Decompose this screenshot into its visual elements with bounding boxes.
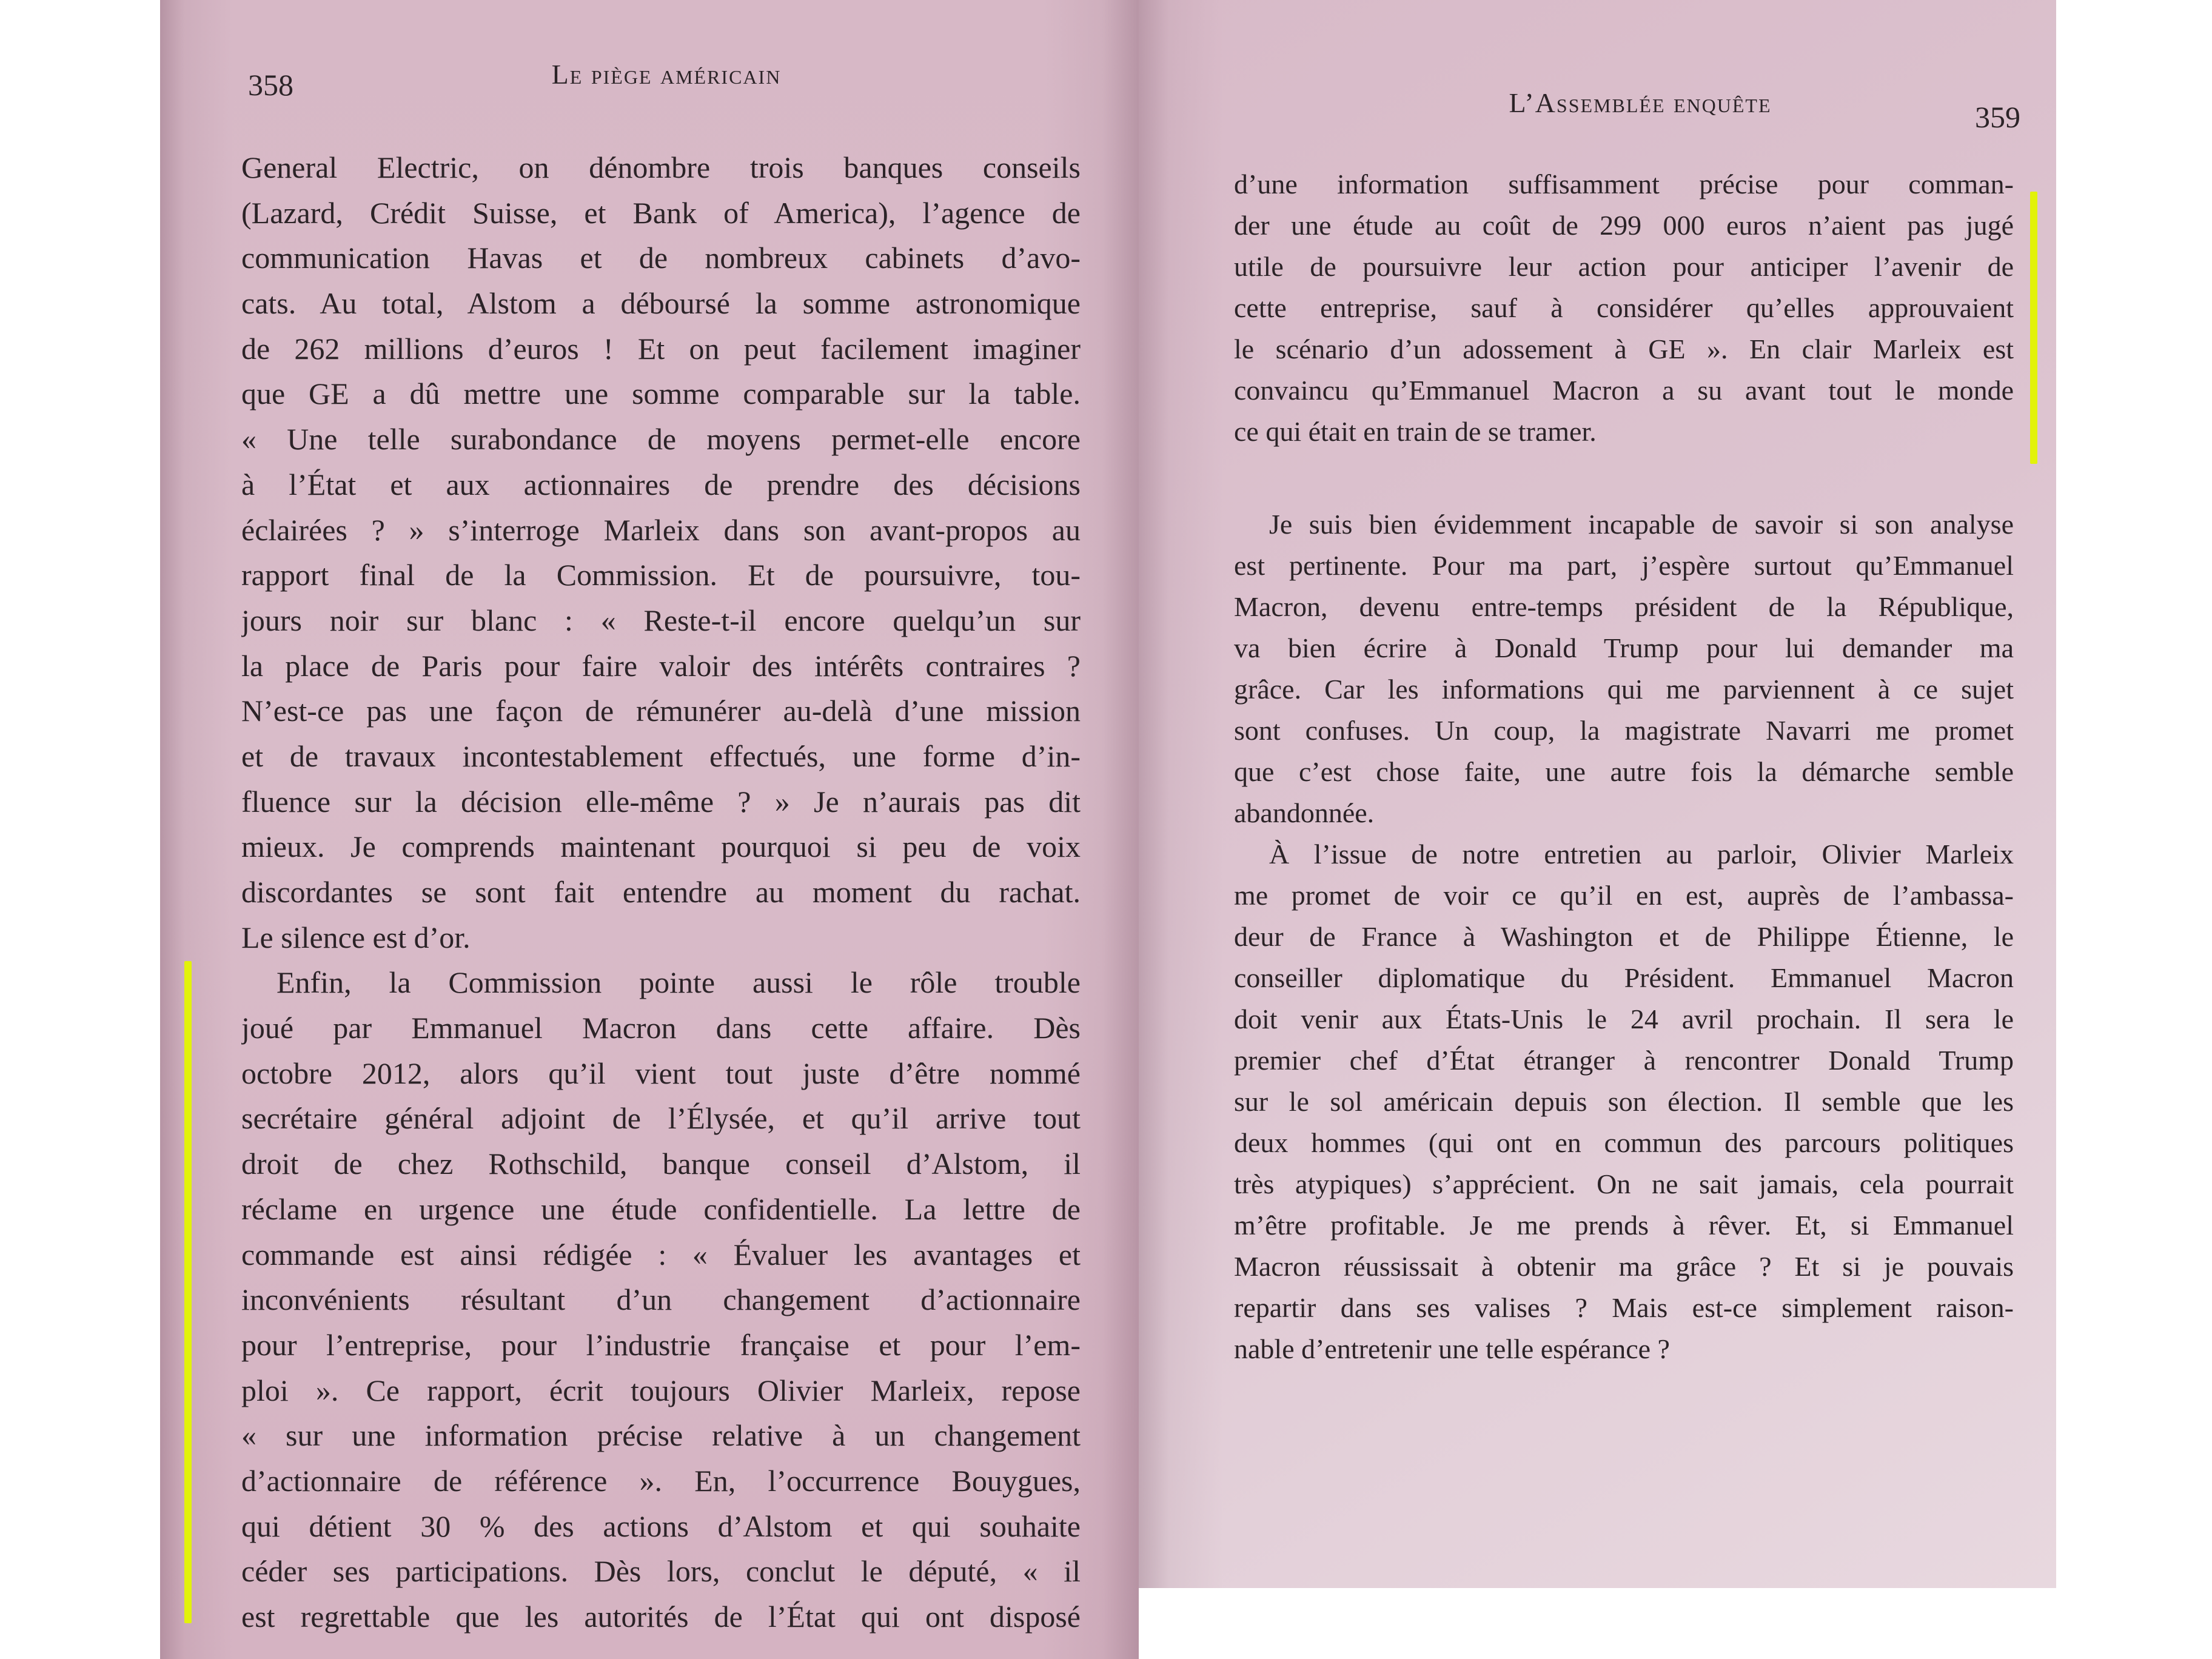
highlight-bar (184, 961, 192, 1623)
text-line: abandonnée. (1234, 797, 1375, 828)
text-line: doit venir aux États-Unis le 24 avril prochain. Il sera le (1234, 1004, 2014, 1034)
text-line: À l’issue de notre entretien au parloir, Olivier Marleix (1269, 839, 2014, 870)
right-page (1139, 0, 2056, 1588)
text-line: « Une telle surabondance de moyens permet-elle encore (241, 422, 1081, 457)
text-line: inconvénients résultant d’un changement d’actionnaire (241, 1282, 1081, 1317)
text-line: secrétaire général adjoint de l’Élysée, et qu’il arrive tout (241, 1101, 1081, 1136)
text-line: Macron réussissait à obtenir ma grâce ? Et si je pouvais (1234, 1251, 2014, 1282)
text-line: ploi ». Ce rapport, écrit toujours Olivier Marleix, repose (241, 1373, 1081, 1407)
text-line: deux hommes (qui ont en commun des parcours politiques (1234, 1127, 2014, 1158)
text-line: N’est-ce pas une façon de rémunérer au-delà d’une mission (241, 694, 1081, 728)
text-line: joué par Emmanuel Macron dans cette affaire. Dès (241, 1011, 1081, 1045)
running-head: L’Assemblée enquête (1509, 87, 1772, 118)
text-line: General Electric, on dénombre trois banques conseils (241, 150, 1081, 184)
text-line: Enfin, la Commission pointe aussi le rôle trouble (276, 965, 1081, 1000)
text-line: est regrettable que les autorités de l’État qui ont disposé (241, 1600, 1081, 1634)
text-line: éclairées ? » s’interroge Marleix dans son avant-propos au (241, 512, 1081, 547)
text-line: sur le sol américain depuis son élection. Il semble que les (1234, 1086, 2014, 1117)
text-line: convaincu qu’Emmanuel Macron a su avant tout le monde (1234, 375, 2014, 406)
text-line: rapport final de la Commission. Et de poursuivre, tou- (241, 558, 1081, 592)
text-line: mieux. Je comprends maintenant pourquoi si peu de voix (241, 830, 1081, 864)
text-line: Je suis bien évidemment incapable de savoir si son analyse (1269, 509, 2014, 540)
text-line: est pertinente. Pour ma part, j’espère surtout qu’Emmanuel (1234, 550, 2014, 581)
text-line: premier chef d’État étranger à rencontrer Donald Trump (1234, 1045, 2014, 1076)
text-line: et de travaux incontestablement effectués, une forme d’in- (241, 739, 1081, 773)
text-line: utile de poursuivre leur action pour anticiper l’avenir de (1234, 251, 2014, 282)
text-line: cats. Au total, Alstom a déboursé la somme astronomique (241, 286, 1081, 321)
text-line: que c’est chose faite, une autre fois la démarche semble (1234, 756, 2014, 787)
text-line: repartir dans ses valises ? Mais est-ce simplement raison- (1234, 1292, 2014, 1323)
text-line: « sur une information précise relative à un changement (241, 1418, 1081, 1453)
text-line: de 262 millions d’euros ! Et on peut facilement imaginer (241, 331, 1081, 366)
text-line: me promet de voir ce qu’il en est, auprès de l’ambassa- (1234, 880, 2014, 911)
text-line: ce qui était en train de se tramer. (1234, 416, 1597, 447)
text-line: jours noir sur blanc : « Reste-t-il encore quelqu’un sur (241, 603, 1081, 637)
text-line: réclame en urgence une étude confidentielle. La lettre de (241, 1191, 1081, 1226)
text-line: commande est ainsi rédigée : « Évaluer les avantages et (241, 1237, 1081, 1272)
text-line: fluence sur la décision elle-même ? » Je n’aurais pas dit (241, 784, 1081, 819)
text-line: nable d’entretenir une telle espérance ? (1234, 1333, 1670, 1364)
text-line: octobre 2012, alors qu’il vient tout juste d’être nommé (241, 1056, 1081, 1090)
text-line: que GE a dû mettre une somme comparable sur la table. (241, 377, 1081, 411)
highlight-bar (2030, 192, 2037, 464)
text-line: sont confuses. Un coup, la magistrate Navarri me promet (1234, 715, 2014, 746)
text-line: grâce. Car les informations qui me parviennent à ce sujet (1234, 674, 2014, 705)
page-number: 359 (1975, 100, 2020, 134)
running-head: Le piège américain (551, 59, 782, 90)
page-number: 358 (248, 68, 293, 102)
text-line: va bien écrire à Donald Trump pour lui demander ma (1234, 632, 2014, 663)
text-line: deur de France à Washington et de Philippe Étienne, le (1234, 921, 2014, 952)
text-line: discordantes se sont fait entendre au moment du rachat. (241, 875, 1081, 909)
text-line: la place de Paris pour faire valoir des intérêts contraires ? (241, 648, 1081, 683)
left-page-body (241, 145, 1081, 1640)
text-line: Macron, devenu entre-temps président de la République, (1234, 591, 2014, 622)
right-page-paragraph (1234, 504, 2014, 1370)
text-line: der une étude au coût de 299 000 euros n’aient pas jugé (1234, 210, 2014, 241)
text-line: Le silence est d’or. (241, 920, 471, 954)
text-line: très atypiques) s’apprécient. On ne sait jamais, cela pourrait (1234, 1168, 2014, 1199)
text-line: conseiller diplomatique du Président. Emmanuel Macron (1234, 962, 2014, 993)
text-line: cette entreprise, sauf à considérer qu’elles approuvaient (1234, 292, 2014, 323)
text-line: d’actionnaire de référence ». En, l’occurrence Bouygues, (241, 1463, 1081, 1498)
text-line: droit de chez Rothschild, banque conseil d’Alstom, il (241, 1147, 1081, 1181)
text-line: qui détient 30 % des actions d’Alstom et qui souhaite (241, 1509, 1081, 1543)
text-line: le scénario d’un adossement à GE ». En clair Marleix est (1234, 333, 2014, 364)
text-line: communication Havas et de nombreux cabinets d’avo- (241, 241, 1081, 275)
text-line: pour l’entreprise, pour l’industrie française et pour l’em- (241, 1327, 1081, 1362)
text-line: à l’État et aux actionnaires de prendre des décisions (241, 467, 1081, 501)
text-line: d’une information suffisamment précise pour comman- (1234, 169, 2014, 199)
right-page-paragraph (1234, 164, 2014, 452)
left-page (160, 0, 1139, 1659)
text-line: m’être profitable. Je me prends à rêver. Et, si Emmanuel (1234, 1210, 2014, 1241)
text-line: céder ses participations. Dès lors, conclut le député, « il (241, 1554, 1081, 1589)
text-line: (Lazard, Crédit Suisse, et Bank of America), l’agence de (241, 195, 1081, 230)
